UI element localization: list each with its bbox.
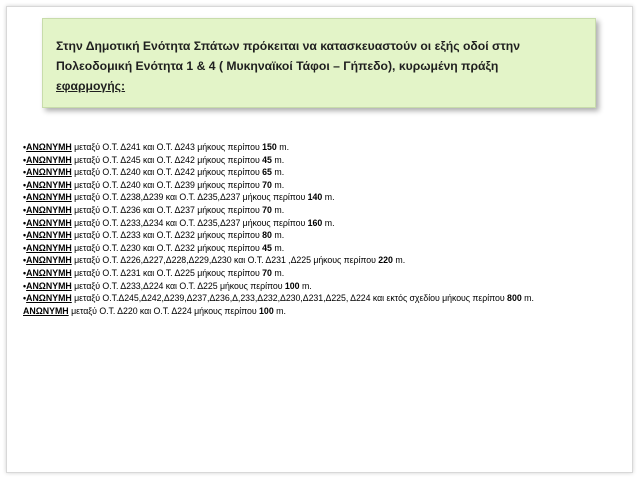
road-length: 70: [262, 204, 272, 215]
road-unit: m.: [271, 230, 285, 241]
road-name: ΑΝΩΝΥΜΗ: [26, 179, 72, 190]
road-item: [23, 154, 623, 167]
road-item: [23, 242, 623, 255]
road-name: ΑΝΩΝΥΜΗ: [26, 204, 72, 215]
road-length: 80: [262, 230, 272, 241]
title-text: [56, 36, 583, 96]
road-item: [23, 292, 623, 305]
road-item: [23, 141, 623, 154]
road-desc: μεταξύ Ο.Τ. Δ245 και Ο.Τ. Δ242 μήκους περίπου: [71, 154, 263, 165]
road-length: 100: [259, 305, 274, 316]
road-item: [23, 217, 623, 230]
road-desc: μεταξύ Ο.Τ. Δ230 και Ο.Τ. Δ232 μήκους περίπου: [71, 242, 263, 253]
road-desc: μεταξύ Ο.Τ.Δ245,Δ242,Δ239,Δ237,Δ236,Δ,233,Δ232,Δ230,Δ231,Δ225, Δ224 και εκτός σχεδίου μήκους περίπου: [71, 293, 508, 304]
road-length: 70: [262, 267, 272, 278]
road-name: ΑΝΩΝΥΜΗ: [26, 142, 72, 152]
bullet: •: [23, 192, 27, 203]
road-length: 150: [262, 142, 277, 152]
road-name: ΑΝΩΝΥΜΗ: [26, 154, 72, 165]
title-box: [42, 18, 596, 108]
road-desc: μεταξύ Ο.Τ. Δ226,Δ227,Δ228,Δ229,Δ230 και Ο.Τ. Δ231 ,Δ225 μήκους περίπου: [71, 255, 379, 266]
road-unit: m.: [271, 167, 285, 178]
road-length: 70: [262, 179, 272, 190]
road-desc: μεταξύ Ο.Τ. Δ220 και Ο.Τ. Δ224 μήκους περίπου: [68, 305, 260, 316]
road-name: ΑΝΩΝΥΜΗ: [23, 305, 69, 316]
road-unit: m.: [273, 305, 286, 316]
road-item: [23, 254, 623, 267]
road-name: ΑΝΩΝΥΜΗ: [26, 255, 72, 266]
bullet: •: [23, 179, 27, 190]
road-length: 45: [262, 242, 272, 253]
road-item: [23, 204, 623, 217]
bullet: •: [23, 293, 27, 304]
road-name: ΑΝΩΝΥΜΗ: [26, 280, 72, 291]
road-item: [23, 191, 623, 204]
road-item: [23, 305, 623, 318]
bullet: •: [23, 280, 27, 291]
bullet: •: [23, 167, 27, 178]
road-name: ΑΝΩΝΥΜΗ: [26, 293, 72, 304]
road-desc: μεταξύ Ο.Τ. Δ236 και Ο.Τ. Δ237 μήκους περίπου: [71, 204, 263, 215]
road-unit: m.: [299, 280, 312, 291]
bullet: •: [23, 204, 27, 215]
title-line-1: Στην Δημοτική Ενότητα Σπάτων πρόκειται να κατασκευαστούν οι εξής οδοί στην: [56, 39, 521, 53]
road-length: 800: [507, 293, 522, 304]
road-desc: μεταξύ Ο.Τ. Δ241 και Ο.Τ. Δ243 μήκους περίπου: [71, 142, 263, 152]
road-desc: μεταξύ Ο.Τ. Δ233,Δ234 και Ο.Τ. Δ235,Δ237 μήκους περίπου: [71, 217, 308, 228]
title-line-3: εφαρμογής:: [56, 79, 126, 93]
bullet: •: [23, 230, 27, 241]
road-desc: μεταξύ Ο.Τ. Δ231 και Ο.Τ. Δ225 μήκους περίπου: [71, 267, 263, 278]
road-item: [23, 166, 623, 179]
road-desc: μεταξύ Ο.Τ. Δ238,Δ239 και Ο.Τ. Δ235,Δ237 μήκους περίπου: [71, 192, 308, 203]
road-unit: m.: [392, 255, 406, 266]
road-name: ΑΝΩΝΥΜΗ: [26, 242, 72, 253]
road-item: [23, 280, 623, 293]
road-unit: m.: [521, 293, 534, 304]
road-unit: m.: [271, 179, 285, 190]
road-length: 220: [378, 255, 393, 266]
road-name: ΑΝΩΝΥΜΗ: [26, 192, 72, 203]
bullet: •: [23, 154, 27, 165]
road-name: ΑΝΩΝΥΜΗ: [26, 267, 72, 278]
bullet: •: [23, 267, 27, 278]
bullet: •: [23, 242, 27, 253]
road-unit: m.: [271, 242, 285, 253]
road-length: 140: [307, 192, 323, 203]
road-item: [23, 267, 623, 280]
road-unit: m.: [276, 142, 290, 152]
road-name: ΑΝΩΝΥΜΗ: [26, 217, 72, 228]
bullet: •: [23, 255, 27, 266]
road-name: ΑΝΩΝΥΜΗ: [26, 230, 72, 241]
bullet: •: [23, 217, 27, 228]
bullet: •: [23, 142, 27, 152]
road-unit: m.: [322, 217, 335, 228]
road-length: 100: [284, 280, 300, 291]
road-desc: μεταξύ Ο.Τ. Δ233,Δ224 και Ο.Τ. Δ225 μήκους περίπου: [71, 280, 285, 291]
road-desc: μεταξύ Ο.Τ. Δ233 και Ο.Τ. Δ232 μήκους περίπου: [71, 230, 263, 241]
road-name: ΑΝΩΝΥΜΗ: [26, 167, 72, 178]
road-desc: μεταξύ Ο.Τ. Δ240 και Ο.Τ. Δ242 μήκους περίπου: [71, 167, 263, 178]
road-length: 45: [262, 154, 272, 165]
road-unit: m.: [271, 204, 285, 215]
road-item: [23, 229, 623, 242]
road-list: [23, 141, 623, 317]
road-unit: m.: [271, 154, 285, 165]
road-length: 65: [262, 167, 272, 178]
road-length: 160: [307, 217, 323, 228]
road-unit: m.: [271, 267, 285, 278]
title-line-2: Πολεοδομική Ενότητα 1 & 4 ( Μυκηναϊκοί Τάφοι – Γήπεδο), κυρωμένη πράξη: [56, 59, 499, 73]
road-item: [23, 179, 623, 192]
road-desc: μεταξύ Ο.Τ. Δ240 και Ο.Τ. Δ239 μήκους περίπου: [71, 179, 263, 190]
road-unit: m.: [322, 192, 335, 203]
